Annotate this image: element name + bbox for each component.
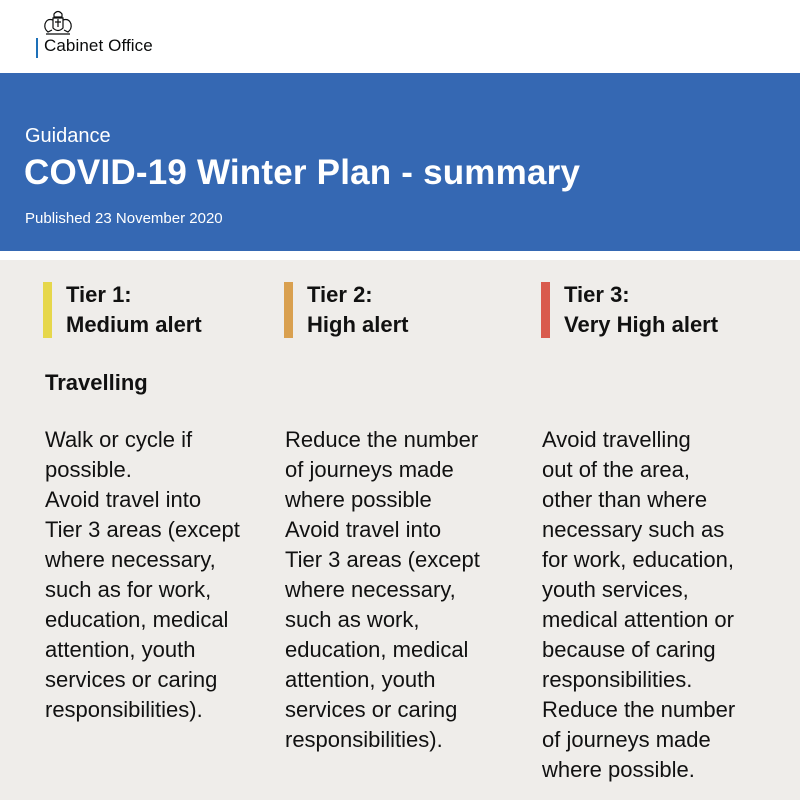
tier-3-name: Tier 3: [564, 282, 630, 307]
text-line: of journeys made [542, 727, 711, 752]
text-line: education, medical [285, 637, 469, 662]
text-line: where necessary, [285, 577, 456, 602]
published-date: Published 23 November 2020 [25, 210, 223, 227]
tier-1-alert-level: Medium alert [66, 312, 202, 337]
text-line: attention, youth [285, 667, 436, 692]
text-line: Reduce the number [542, 697, 736, 722]
text-line: where possible [285, 487, 432, 512]
tier-summary-panel [0, 260, 800, 800]
tier-1-color-bar [43, 282, 52, 338]
tier-2-alert-level: High alert [307, 312, 409, 337]
tier-2-color-bar [284, 282, 293, 338]
text-line: responsibilities. [542, 667, 693, 692]
text-line: attention, youth [45, 637, 196, 662]
tier-1-travel-guidance [45, 425, 240, 725]
tier-2-label [307, 280, 408, 340]
text-line: education, medical [45, 607, 229, 632]
text-line: where necessary, [45, 547, 216, 572]
page-title: COVID-19 Winter Plan - summary [24, 153, 581, 192]
text-line: Avoid travel into [45, 487, 202, 512]
text-line: for work, education, [542, 547, 734, 572]
tier-3-label [564, 280, 718, 340]
tier-3-travel-guidance [542, 425, 735, 785]
text-line: services or caring [285, 697, 458, 722]
text-line: necessary such as [542, 517, 725, 542]
title-banner [0, 73, 800, 251]
document-type: Guidance [25, 125, 111, 147]
text-line: responsibilities). [45, 697, 203, 722]
organisation-rule [36, 38, 38, 58]
text-line: because of caring [542, 637, 716, 662]
text-line: responsibilities). [285, 727, 443, 752]
organisation-name[interactable]: Cabinet Office [44, 36, 153, 55]
text-line: where possible. [542, 757, 695, 782]
text-line: youth services, [542, 577, 689, 602]
text-line: Walk or cycle if [45, 427, 193, 452]
text-line: Avoid travel into [285, 517, 442, 542]
tier-3-alert-level: Very High alert [564, 312, 719, 337]
tier-2-travel-guidance [285, 425, 480, 755]
organisation-header [0, 0, 800, 73]
text-line: Reduce the number [285, 427, 479, 452]
text-line: of journeys made [285, 457, 454, 482]
text-line: other than where [542, 487, 708, 512]
text-line: possible. [45, 457, 132, 482]
section-heading: Travelling [45, 370, 148, 395]
text-line: Tier 3 areas (except [285, 547, 480, 572]
text-line: such as for work, [45, 577, 212, 602]
tier-1-label [66, 280, 202, 340]
text-line: such as work, [285, 607, 420, 632]
text-line: Avoid travelling [542, 427, 691, 452]
tier-2-name: Tier 2: [307, 282, 373, 307]
tier-3-color-bar [541, 282, 550, 338]
text-line: medical attention or [542, 607, 734, 632]
tier-1-name: Tier 1: [66, 282, 132, 307]
text-line: out of the area, [542, 457, 690, 482]
text-line: services or caring [45, 667, 218, 692]
text-line: Tier 3 areas (except [45, 517, 240, 542]
